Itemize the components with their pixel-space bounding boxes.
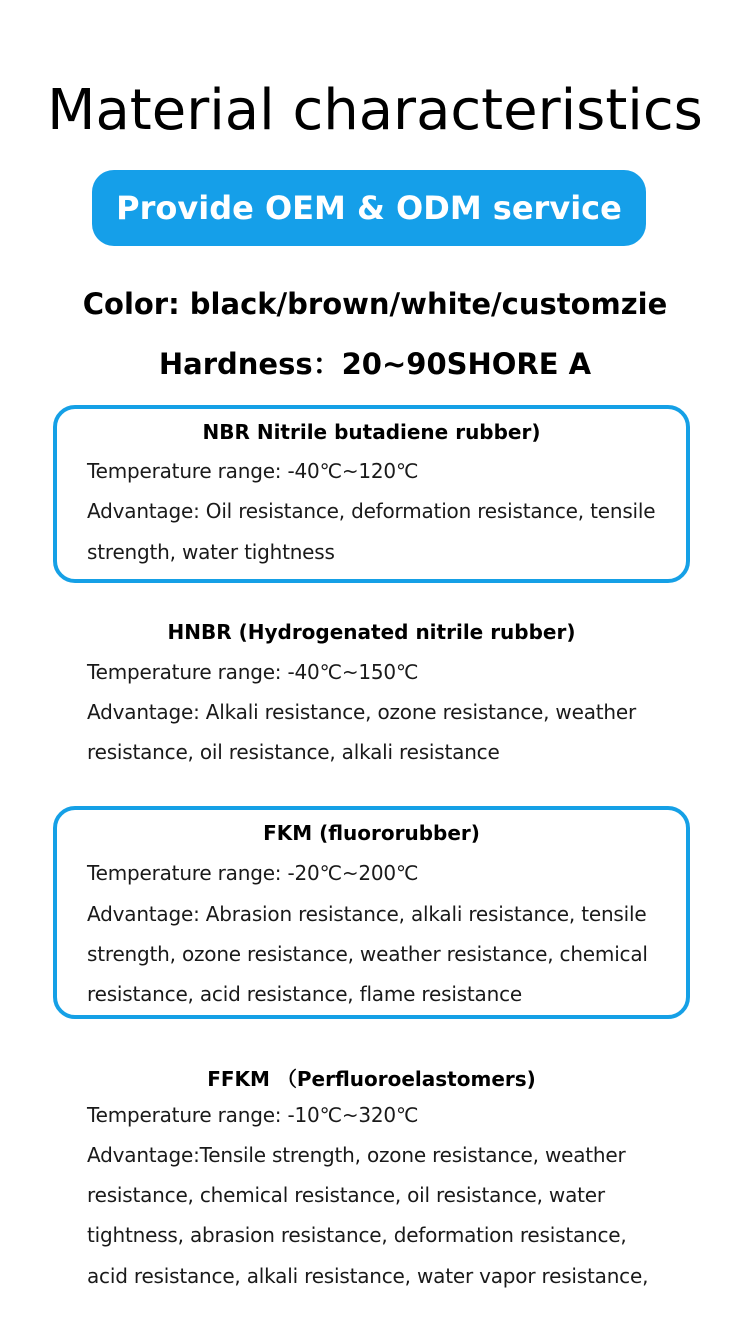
ffkm-advantage-line: resistance, chemical resistance, oil resistance, water [87, 1183, 605, 1207]
ffkm-advantage-line: acid resistance, alkali resistance, water vapor resistance, [87, 1264, 649, 1288]
nbr-advantage-line: Advantage: Oil resistance, deformation resistance, tensile [87, 499, 656, 523]
nbr-temperature: Temperature range: -40℃~120℃ [87, 459, 419, 483]
ffkm-advantage-line: tightness, abrasion resistance, deformation resistance, [87, 1223, 627, 1247]
fkm-advantage-line: Advantage: Abrasion resistance, alkali resistance, tensile [87, 902, 647, 926]
hnbr-advantage-line: Advantage: Alkali resistance, ozone resistance, weather [87, 700, 637, 724]
fkm-temperature: Temperature range: -20℃~200℃ [87, 861, 419, 885]
fkm-heading: FKM (fluororubber) [263, 821, 480, 845]
nbr-heading: NBR Nitrile butadiene rubber) [202, 420, 541, 444]
page-title: Material characteristics [47, 78, 703, 143]
hnbr-advantage-line: resistance, oil resistance, alkali resistance [87, 740, 500, 764]
nbr-advantage-line: strength, water tightness [87, 540, 335, 564]
oem-odm-service-button[interactable]: Provide OEM & ODM service [92, 170, 646, 246]
ffkm-temperature: Temperature range: -10℃~320℃ [87, 1103, 419, 1127]
fkm-advantage-line: resistance, acid resistance, flame resistance [87, 982, 522, 1006]
hardness-spec: Hardness：20~90SHORE A [158, 347, 592, 381]
hnbr-temperature: Temperature range: -40℃~150℃ [87, 660, 419, 684]
color-spec: Color: black/brown/white/customzie [82, 287, 668, 321]
fkm-advantage-line: strength, ozone resistance, weather resistance, chemical [87, 942, 648, 966]
hnbr-heading: HNBR (Hydrogenated nitrile rubber) [167, 620, 576, 644]
ffkm-heading: FFKM （Perfluoroelastomers) [207, 1067, 536, 1091]
ffkm-advantage-line: Advantage:Tensile strength, ozone resistance, weather [87, 1143, 626, 1167]
